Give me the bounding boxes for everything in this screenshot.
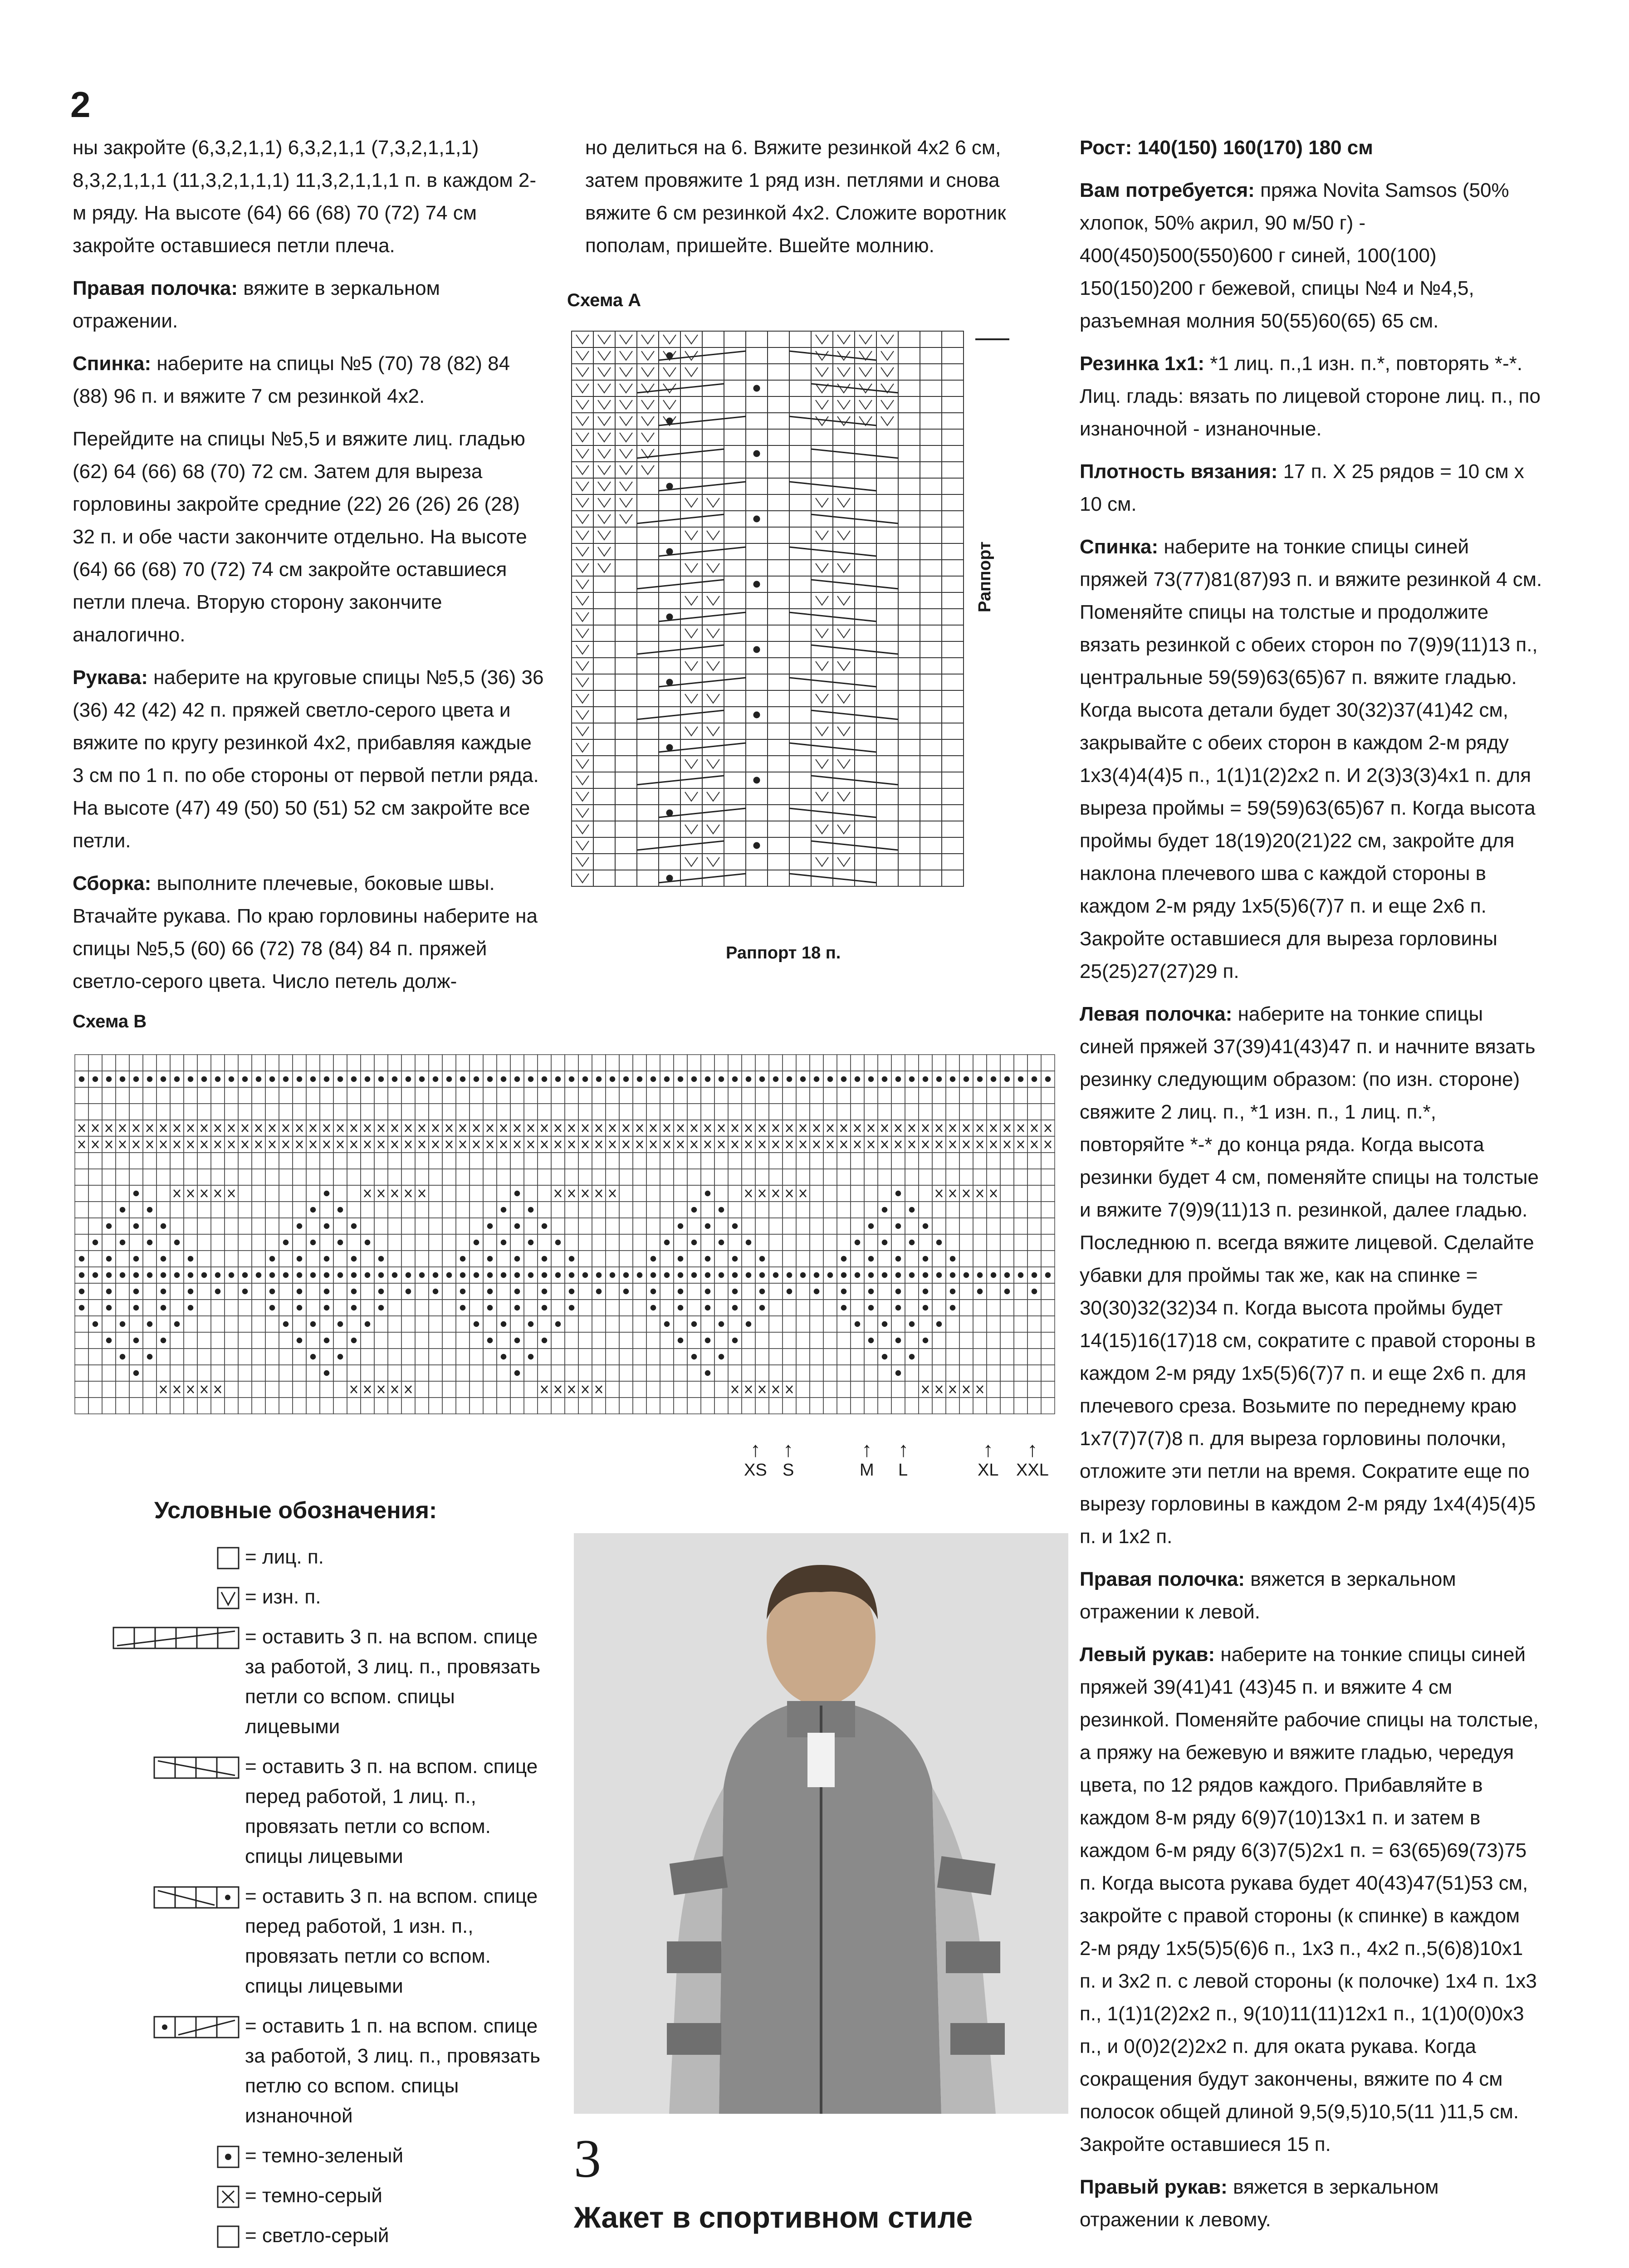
heading-assembly: Сборка:	[73, 872, 152, 894]
scheme-a-rapport-vertical: Раппорт	[975, 541, 994, 612]
scheme-a-rapport-horizontal: Раппорт 18 п.	[726, 943, 841, 963]
article-number: 3	[574, 2128, 601, 2189]
size-marker-m: ↑ M	[860, 1437, 874, 1480]
paragraph-assembly: Сборка: выполните плечевые, боковые швы. Втачайте рукава. По краю горловины наберите на спицы №5,5 (60) 66 (72) 78 (84) 84 п. пряжей светло-серого цвета. Число петель долж-	[73, 872, 538, 992]
heading-gauge: Плотность вязания:	[1080, 460, 1278, 483]
paragraph-back: Спинка: наберите на спицы №5 (70) 78 (82) 84 (88) 96 п. и вяжите 7 см резинкой 4х2.	[73, 352, 510, 407]
paragraph-left-front: Левая полочка: наберите на тонкие спицы синей пряжей 37(39)41(43)47 п. и начните вязать резинку следующим образом: (по изн. стороне) свяжите 2 лиц. п., *1 изн. п., 1 лиц. п.*, повторяйте *-* до конца ряда. Когда высота резинки будет 4 см, поменяйте спицы на толстые и вяжите 7(9)9(11)13 п. резинкой, далее гладью. Последнюю п. всегда вяжите лицевой. Сделайте убавки для проймы так же, как на спинке = 30(30)32(32)34 п. Когда высота проймы будет 14(15)16(17)18 см, сократите с правой стороны в каждом 2-м ряду 1х5(5)6(7)7 п. и еще 2х6 п. для плечевого среза. Возьмите по переднему краю 1х7(7)7(7)8 п. для выреза горловины полочки, отложите эти петли на время. Сократите еще по вырезу горловины в каждом 2-м ряду 1х4(4)5(4)5 п. и 1х2 п.	[1080, 1003, 1539, 1548]
heading-right-sleeve: Правый рукав:	[1080, 2176, 1228, 2198]
legend-row-cable-front-purl: = оставить 3 п. на вспом. спице перед работой, 1 изн. п., провязать петли со вспом. спицы лицевыми	[73, 1882, 553, 2001]
heading-left-sleeve: Левый рукав:	[1080, 1643, 1215, 1666]
paragraph-right-sleeve: Правый рукав: вяжется в зеркальном отражении к левому.	[1080, 2176, 1439, 2231]
paragraph-back-jacket: Спинка: наберите на тонкие спицы синей пряжей 73(77)81(87)93 п. и вяжите резинкой 4 см. Поменяйте спицы на толстые и продолжите вязать резинкой с обеих сторон по 7(9)9(11)13 п., центральные 59(59)63(65)67 п. вяжите гладью. Когда высота детали будет 30(32)37(41)42 см, закрывайте с обеих сторон в каждом 2-м ряду 1х3(4)4(4)5 п., 1(1)1(2)2х2 п. И 2(3)3(3)4х1 п. для выреза проймы = 59(59)63(65)67 п. Когда высота проймы будет 18(19)20(21)22 см, закройте для наклона плечевого шва с каждой стороны в каждом 2-м ряду 1х5(5)6(7)7 п. и еще 2х6 п. Закройте оставшиеся для выреза горловины 25(25)27(27)29 п.	[1080, 536, 1542, 982]
page-number: 2	[70, 84, 91, 125]
paragraph-collar: но делиться на 6. Вяжите резинкой 4х2 6 см, затем провяжите 1 ряд изн. петлями и снова вяжите 6 см резинкой 4х2. Сложите воротник пополам, пришейте. Вшейте молнию.	[585, 137, 1006, 257]
heading-back: Спинка:	[73, 352, 152, 375]
scheme-b-chart	[73, 1052, 1062, 1429]
paragraph-rib: Резинка 1х1: *1 лиц. п.,1 изн. п.*, повторять *-*. Лиц. гладь: вязать по лицевой стороне лиц. п., по изнаночной - изнаночные.	[1080, 352, 1541, 440]
heading-sleeves: Рукава:	[73, 666, 148, 689]
cable-3x1-front-icon	[73, 1752, 245, 1779]
paragraph-left-sleeve: Левый рукав: наберите на тонкие спицы синей пряжей 39(41)41 (43)45 п. и вяжите 4 см резинкой. Поменяйте рабочие спицы на толстые, а пряжу на бежевую и вяжите гладью, чередуя цвета, по 12 рядов каждого. Прибавляйте в каждом 8-м ряду 6(9)7(10)13х1 п. и затем в каждом 6-м ряду 6(3)7(5)2х1 п. = 63(65)69(73)75 п. Когда высота рукава будет 40(43)47(51)53 см, закройте с правой стороны (к спинке) в каждом 2-м ряду 1х5(5)5(6)6 п., 1х3 п., 4х2 п.,5(6)8)10х1 п. и 3х2 п. с левой стороны (к полочке) 1х4 п. 1х3 п., 1(1)1(2)2х2 п., 9(10)11(11)12х1 п., 1(1)0(0)0х3 п., и 0(0)2(2)2х2 п. для оката рукава. Когда сокращения будут закончены, вяжите по 4 см полосок общей длиной 9,5(9,5)10,5(11 )11,5 см. Закройте оставшиеся 15 п.	[1080, 1643, 1539, 2156]
size-label: XL	[978, 1461, 999, 1480]
scheme-a-title: Схема А	[567, 290, 641, 310]
legend-row-light-grey: = светло-серый	[73, 2221, 553, 2251]
legend-row-purl: = изн. п.	[73, 1582, 553, 1612]
paragraph-back-cont: Перейдите на спицы №5,5 и вяжите лиц. гладью (62) 64 (66) 68 (70) 72 см. Затем для выреза горловины закройте средние (22) 26 (26) 26 (28) 32 п. и обе части закончите отдельно. На высоте (64) 66 (68) 70 (72) 74 см закройте оставшиеся петли плеча. Вторую сторону закончите аналогично.	[73, 428, 527, 646]
legend-row-dark-grey: = темно-серый	[73, 2181, 553, 2211]
model-photo	[574, 1533, 1068, 2114]
size-label: L	[898, 1461, 908, 1480]
paragraph-right-front: Правая полочка: вяжите в зеркальном отражении.	[73, 277, 440, 332]
legend-row-knit: = лиц. п.	[73, 1542, 553, 1572]
paragraph-gauge: Плотность вязания: 17 п. Х 25 рядов = 10 см х 10 см.	[1080, 460, 1524, 515]
paragraph-sleeves: Рукава: наберите на круговые спицы №5,5 (36) 36 (36) 42 (42) 42 п. пряжей светло-серого цвета и вяжите по кругу резинкой 4х2, прибавляя каждые 3 см по 1 п. по обе стороны от первой петли ряда. На высоте (47) 49 (50) 50 (51) 52 см закройте все петли.	[73, 666, 544, 852]
size-marker-xxl: ↑ XXL	[1016, 1437, 1049, 1480]
heading-right-front: Правая полочка:	[73, 277, 238, 299]
heading-left-front: Левая полочка:	[1080, 1003, 1233, 1025]
sizes-line: Рост: 140(150) 160(170) 180 см	[1080, 137, 1373, 159]
size-label: XXL	[1016, 1461, 1049, 1480]
size-marker-l: ↑ L	[898, 1437, 909, 1480]
legend-row-cable-front-knit: = оставить 3 п. на вспом. спице перед работой, 1 лиц. п., провязать петли со вспом. спицы лицевыми	[73, 1752, 553, 1872]
size-label: M	[860, 1461, 874, 1480]
paragraph-shoulder: ны закройте (6,3,2,1,1) 6,3,2,1,1 (7,3,2,1,1,1) 8,3,2,1,1,1 (11,3,2,1,1,1) 11,3,2,1,1,1 п. в каждом 2-м ряду. На высоте (64) 66 (68) 70 (72) 74 см закройте оставшиеся петли плеча.	[73, 137, 536, 257]
cable-3x1-front-purl-icon	[73, 1882, 245, 1909]
article-title: Жакет в спортивном стиле	[574, 2200, 973, 2234]
heading-rib: Резинка 1х1:	[1080, 352, 1204, 375]
legend-row-dark-green: = темно-зеленый	[73, 2141, 553, 2171]
legend-title: Условные обозначения:	[154, 1497, 437, 1524]
size-marker-s: ↑ S	[783, 1437, 794, 1480]
text-column-middle	[585, 132, 1052, 272]
paragraph-right-front-jacket: Правая полочка: вяжется в зеркальном отражении к левой.	[1080, 1568, 1456, 1623]
size-label: XS	[744, 1461, 767, 1480]
cable-3x3-back-icon	[73, 1622, 245, 1649]
cable-1x3-back-icon	[73, 2011, 245, 2038]
knit-symbol-icon	[73, 1542, 245, 1569]
size-marker-xs: ↑ XS	[744, 1437, 767, 1480]
heading-materials: Вам потребуется:	[1080, 179, 1255, 201]
legend	[73, 1497, 553, 2261]
purl-symbol-icon	[73, 1582, 245, 1609]
size-label: S	[783, 1461, 794, 1480]
scheme-b-title: Схема В	[73, 1012, 147, 1031]
scheme-a-chart	[567, 327, 1012, 934]
legend-row-cable-back-purl: = оставить 1 п. на вспом. спице за работой, 3 лиц. п., провязать петлю со вспом. спицы изнаночной	[73, 2011, 553, 2131]
cross-symbol-icon	[73, 2181, 245, 2208]
size-marker-xl: ↑ XL	[978, 1437, 999, 1480]
dot-symbol-icon	[73, 2141, 245, 2168]
heading-back-jacket: Спинка:	[1080, 536, 1159, 558]
text-column-left	[73, 132, 544, 1008]
text-column-right	[1080, 132, 1542, 2246]
heading-right-front-jacket: Правая полочка:	[1080, 1568, 1245, 1590]
blank-symbol-icon	[73, 2221, 245, 2248]
legend-row-cable-back: = оставить 3 п. на вспом. спице за работой, 3 лиц. п., провязать петли со вспом. спицы лицевыми	[73, 1622, 553, 1742]
paragraph-materials: Вам потребуется: пряжа Novita Samsos (50% хлопок, 50% акрил, 90 м/50 г) - 400(450)500(550)600 г синей, 100(100) 150(150)200 г бежевой, спицы №4 и №4,5, разъемная молния 50(55)60(65) 65 см.	[1080, 179, 1509, 332]
